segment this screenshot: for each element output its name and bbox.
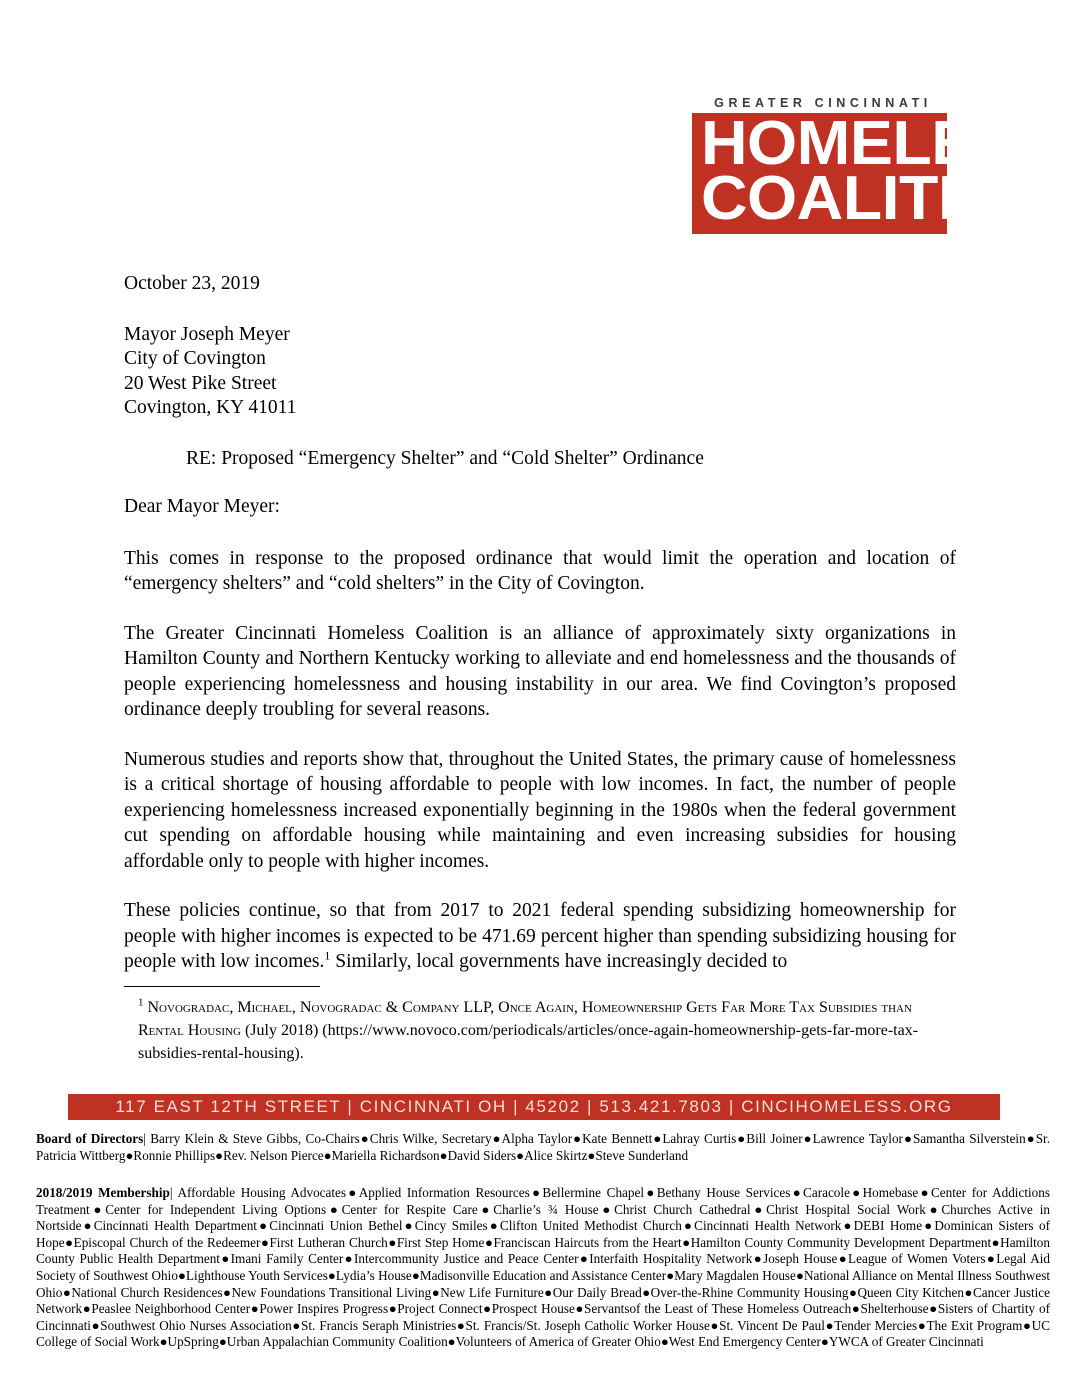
- board-label: Board of Directors: [36, 1131, 144, 1146]
- recipient-address-block: [124, 323, 956, 421]
- logo-wordmark-line1: HOMELESS: [701, 109, 1059, 178]
- letter-date: October 23, 2019: [124, 273, 260, 294]
- membership-list-section: [36, 1185, 1050, 1351]
- footnote-separator-rule: [124, 986, 320, 987]
- body-paragraph-4: [124, 898, 956, 975]
- logo-tagline: GREATER CINCINNATI: [714, 96, 932, 110]
- footnote-reference-1: 1: [324, 948, 331, 963]
- footnote-marker: 1: [138, 996, 144, 1009]
- footnote-citation-title: Novogradac, Michael, Novogradac & Company LLP, Once Again, Homeownership Gets Far More Tax Subsidies than Rental Housing: [138, 999, 912, 1039]
- board-of-directors: [36, 1131, 1050, 1164]
- board-members-list: Barry Klein & Steve Gibbs, Co-Chairs●Chris Wilke, Secretary●Alpha Taylor●Kate Bennett●Lahray Curtis●Bill Joiner●Lawrence Taylor●Samantha Silverstein●Sr. Patricia Wittberg●Ronnie Phillips●Rev. Nelson Pierce●Mariella Richardson●David Siders●Alice Skirtz●Steve Sunderland: [36, 1131, 1050, 1163]
- organization-logo: [692, 96, 1059, 234]
- footnote-section: [124, 986, 956, 1065]
- letter-body: [124, 272, 956, 975]
- salutation: Dear Mayor Meyer:: [124, 496, 280, 517]
- membership-members-list: Affordable Housing Advocates●Applied Information Resources●Bellermine Chapel●Bethany House Services●Caracole●Homebase●Center for Addictions Treatment●Center for Independent Living Options●Center for Respite Care●Charlie’s ¾ House●Christ Church Cathedral●Christ Hospital Social Work●Churches Active in Nortside●Cincinnati Health Department●Cincinnati Union Bethel●Cincy Smiles●Clifton United Methodist Church●Cincinnati Health Network●DEBI Home●Dominican Sisters of Hope●Episcopal Church of the Redeemer●First Lutheran Church●First Step Home●Franciscan Haircuts from the Heart●Hamilton County Community Development Department●Hamilton County Public Health Department●Imani Family Center●Intercommunity Justice and Peace Center●Interfaith Hospitality Network●Joseph House●League of Women Voters●Legal Aid Society of Southwest Ohio●Lighthouse Youth Services●Lydia’s House●Madisonville Education and Assistance Center●Mary Magdalen House●National Alliance on Mental Illness Southwest Ohio●National Church Residences●New Foundations Transitional Living●New Life Furniture●Our Daily Bread●Over-the-Rhine Community Housing●Queen City Kitchen●Cancer Justice Network●Peaslee Neighborhood Center●Power Inspires Progress●Project Connect●Prospect House●Servantsof the Least of These Homeless Outreach●Shelterhouse●Sisters of Chartity of Cincinnati●Southwest Ohio Nurses Association●St. Francis Seraph Ministries●St. Francis/St. Joseph Catholic Worker House●St. Vincent De Paul●Tender Mercies●The Exit Program●UC College of Social Work●UpSpring●Urban Appalachian Community Coalition●Volunteers of America of Greater Ohio●West End Emergency Center●YWCA of Greater Cincinnati: [36, 1185, 1050, 1350]
- body-paragraph-1: This comes in response to the proposed ordinance that would limit the operation and location of “emergency shelters” and “cold shelters” in the City of Covington.: [124, 547, 956, 594]
- body-paragraph-4-part1: These policies continue, so that from 2017 to 2021 federal spending subsidizing homeownership for people with higher incomes is expected to be 471.69 percent higher than spending subsidizing housing for people with low incomes.: [124, 900, 956, 972]
- board-separator: |: [143, 1131, 151, 1146]
- footer-contact-text: 117 EAST 12TH STREET | CINCINNATI OH | 45202 | 513.421.7803 | CINCIHOMELESS.ORG: [115, 1097, 953, 1116]
- footnote-citation-url: (July 2018) (https://www.novoco.com/periodicals/articles/once-again-homeownership-gets-far-more-tax-subsidies-rental-housing).: [138, 1022, 919, 1062]
- recipient-org: City of Covington: [124, 348, 266, 369]
- membership-separator: |: [169, 1185, 178, 1200]
- footnote-1: [124, 996, 956, 1065]
- body-paragraph-2: The Greater Cincinnati Homeless Coalition is an alliance of approximately sixty organizations in Hamilton County and Northern Kentucky working to alleviate and end homelessness and the thousands of people experiencing homelessness and housing instability in our area. We find Covington’s proposed ordinance deeply troubling for several reasons.: [124, 622, 956, 720]
- logo-red-box: [692, 109, 1059, 234]
- body-paragraph-3: Numerous studies and reports show that, throughout the United States, the primary cause of homelessness is a critical shortage of housing affordable to people with low incomes. In fact, the number of people experiencing homelessness increased exponentially beginning in the 1980s when the federal government cut spending on affordable housing while maintaining and even increasing subsidies for housing affordable only to people with higher incomes.: [124, 748, 956, 872]
- body-paragraph-4-part2: Similarly, local governments have increasingly decided to: [330, 951, 788, 972]
- footer-contact-bar: [68, 1094, 1000, 1120]
- logo-wordmark-line2: COALITION: [701, 164, 1051, 234]
- subject-line: RE: Proposed “Emergency Shelter” and “Cold Shelter” Ordinance: [186, 447, 704, 469]
- recipient-street: 20 West Pike Street: [124, 372, 277, 394]
- membership-label: 2018/2019 Membership: [36, 1185, 170, 1200]
- recipient-name: Mayor Joseph Meyer: [124, 323, 290, 345]
- recipient-citystatezip: Covington, KY 41011: [124, 397, 297, 418]
